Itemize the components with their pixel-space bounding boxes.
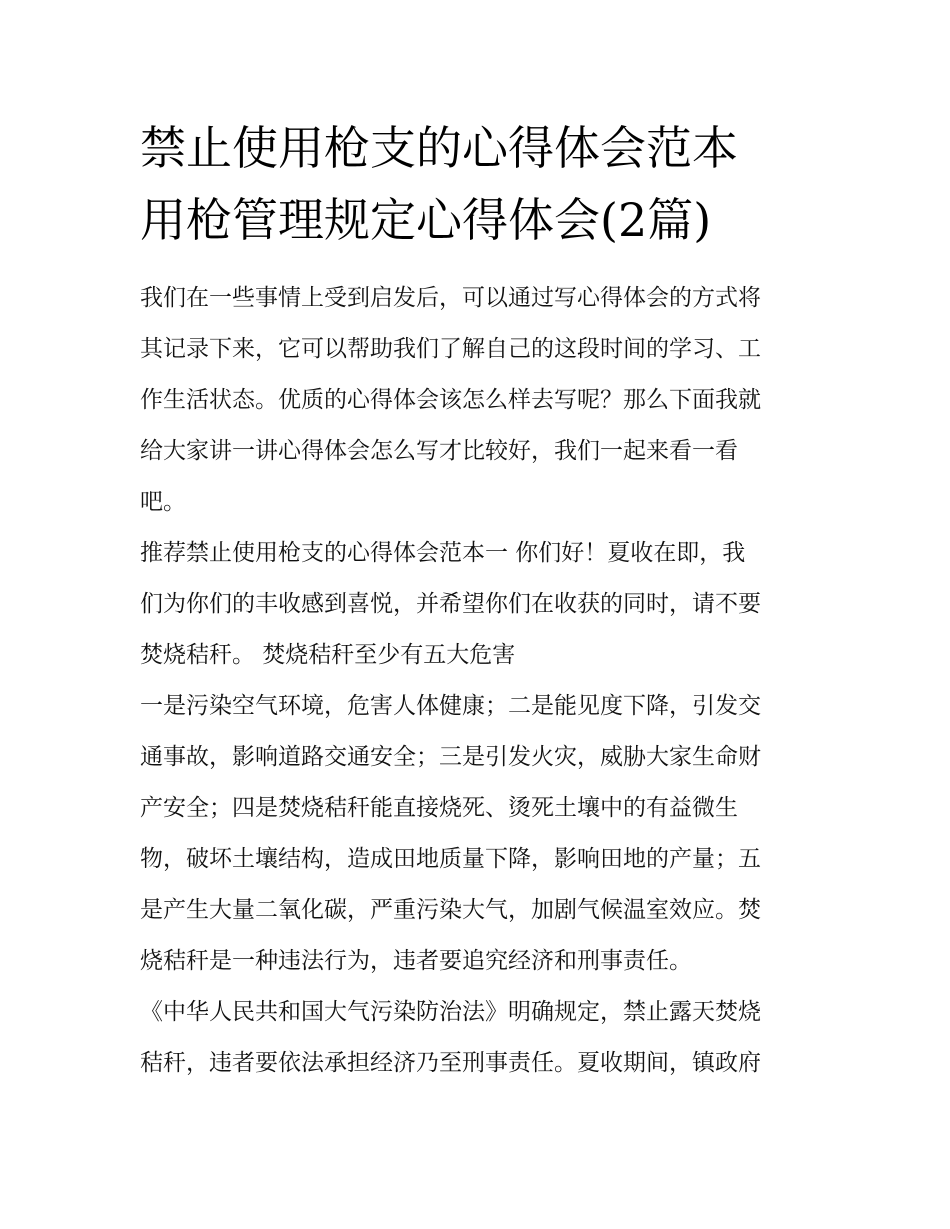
paragraph-intro [140, 273, 820, 528]
document-title [140, 112, 840, 256]
title-line-1: 禁止使用枪支的心得体会范本 [140, 121, 738, 175]
text-line: 物，破坏土壤结构，造成田地质量下降，影响田地的产量；五 [140, 846, 761, 872]
paragraph-hazards [140, 681, 820, 987]
text-line: 是产生大量二氧化碳，严重污染大气，加剧气候温室效应。焚 [140, 897, 761, 923]
title-line-2: 用枪管理规定心得体会(2篇) [140, 193, 712, 247]
text-line: 给大家讲一讲心得体会怎么写才比较好，我们一起来看一看 [140, 438, 738, 464]
document-body [140, 273, 820, 1089]
text-line: 吧。 [140, 489, 186, 515]
text-line: 《中华人民共和国大气污染防治法》明确规定，禁止露天焚烧 [140, 999, 761, 1025]
text-line: 烧秸秆是一种违法行为，违者要追究经济和刑事责任。 [140, 948, 692, 974]
text-line: 产安全；四是焚烧秸秆能直接烧死、烫死土壤中的有益微生 [140, 795, 738, 821]
text-line: 其记录下来，它可以帮助我们了解自己的这段时间的学习、工 [140, 336, 761, 362]
text-line: 一是污染空气环境，危害人体健康；二是能见度下降，引发交 [140, 693, 761, 719]
text-line: 我们在一些事情上受到启发后，可以通过写心得体会的方式将 [140, 285, 761, 311]
text-line: 秸秆，违者要依法承担经济乃至刑事责任。夏收期间，镇政府 [140, 1050, 761, 1076]
text-line: 推荐禁止使用枪支的心得体会范本一 你们好！夏收在即，我 [140, 540, 746, 566]
paragraph-law [140, 987, 820, 1089]
text-line: 通事故，影响道路交通安全；三是引发火灾，威胁大家生命财 [140, 744, 761, 770]
text-line: 们为你们的丰收感到喜悦，并希望你们在收获的同时，请不要 [140, 591, 761, 617]
text-line: 焚烧秸秆。 焚烧秸秆至少有五大危害 [140, 642, 516, 668]
paragraph-recommend [140, 528, 820, 681]
text-line: 作生活状态。优质的心得体会该怎么样去写呢？那么下面我就 [140, 387, 761, 413]
